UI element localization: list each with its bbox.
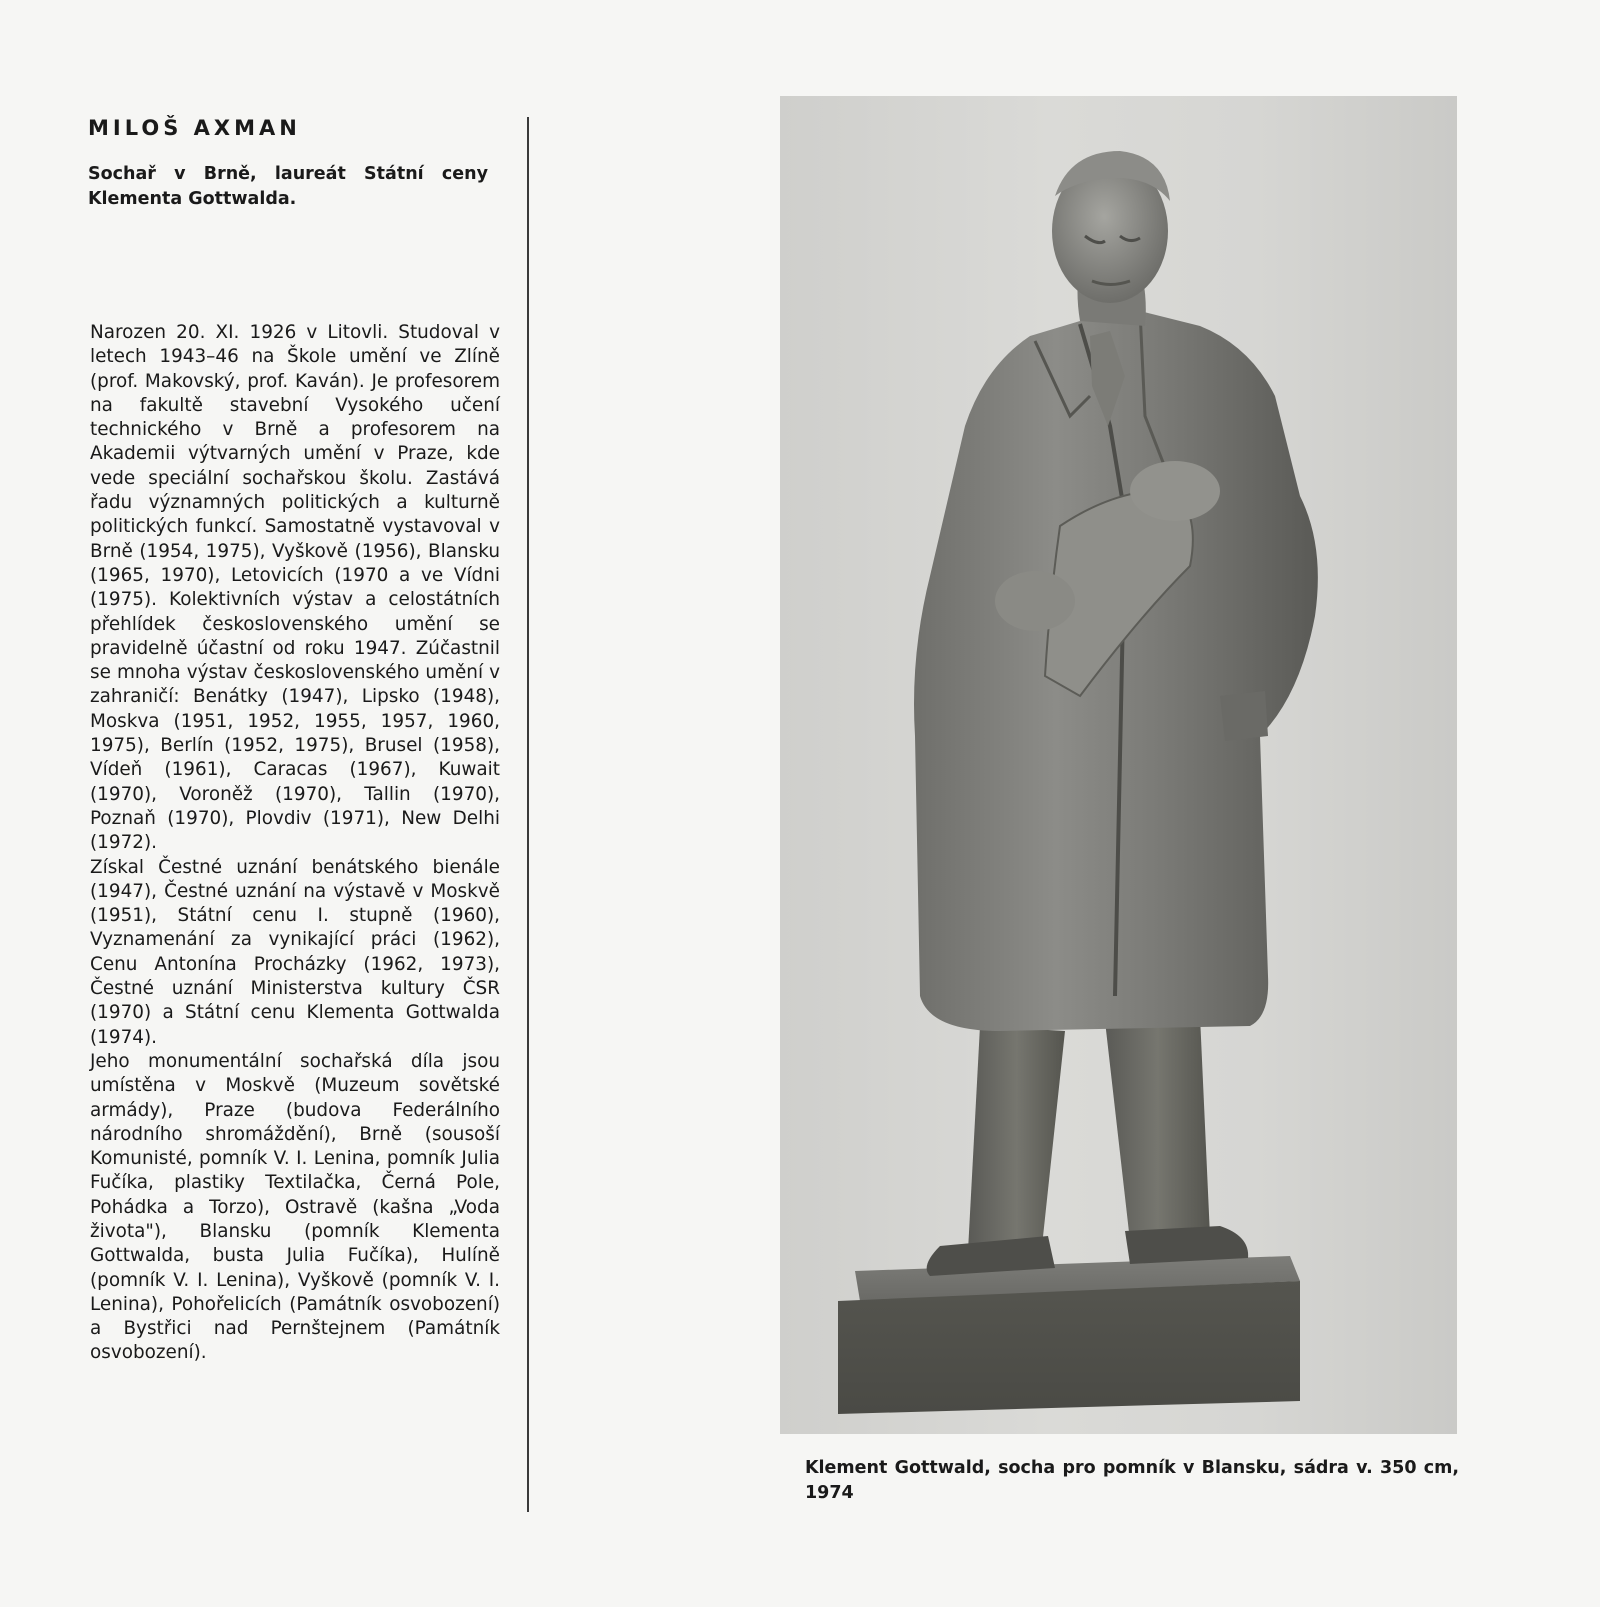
statue-head — [1052, 151, 1170, 326]
statue-coat — [914, 311, 1318, 1031]
column-divider — [527, 117, 529, 1512]
statue-photo — [780, 96, 1457, 1434]
bio-paragraph: Získal Čestné uznání benátského bienále (1947), Čestné uznání na výstavě v Moskvě (1951), Státní cenu I. stupně (1960), Vyznamenání za vynikající práci (1962), Cenu Antonína Procházky (1962, 1973), Čestné uznání Ministerstva kultury ČSR (1970) a Státní cenu Klementa Gottwalda (1974). — [90, 856, 500, 1048]
bio-paragraph: Narozen 20. XI. 1926 v Litovli. Studoval v letech 1943–46 na Škole umění ve Zlíně (prof. Makovský, prof. Kaván). Je profesorem na fakultě stavební Vysokého učení technického v Brně a profesorem na Akademii výtvarných umění v Praze, kde vede speciální sochařskou školu. Zastává řadu významných politických a kulturně politických funkcí. Samostatně vystavoval v Brně (1954, 1975), Vyškově (1956), Blansku (1965, 1970), Letovicích (1970 a ve Vídni (1975). Kolektivních výstav a celostátních přehlídek československého umění se pravidelně účastní od roku 1947. Zúčastnil se mnoha výstav československého umění v zahraničí: Benátky (1947), Lipsko (1948), Moskva (1951, 1952, 1955, 1957, 1960, 1975), Berlín (1952, 1975), Brusel (1958), Vídeň (1961), Caracas (1967), Kuwait (1970), Voroněž (1970), Tallin (1970), Poznaň (1970), Plovdiv (1971), New Delhi (1972). — [90, 322, 500, 854]
author-subtitle: Sochař v Brně, laureát Státní ceny Klementa Gottwalda. — [88, 164, 488, 209]
biography — [90, 321, 500, 1366]
figure-caption: Klement Gottwald, socha pro pomník v Blansku, sádra v. 350 cm, 1974 — [805, 1458, 1459, 1503]
statue-illustration — [780, 96, 1457, 1434]
bio-paragraph: Jeho monumentální sochařská díla jsou umístěna v Moskvě (Muzeum sovětské armády), Praze (budova Federálního národního shromáždění), Brně (sousoší Komunisté, pomník V. I. Lenina, pomník Julia Fučíka, plastiky Textilačka, Černá Pole, Pohádka a Torzo), Ostravě (kašna „Voda života"), Blansku (pomník Klementa Gottwalda, busta Julia Fučíka), Hulíně (pomník V. I. Lenina), Vyškově (pomník V. I. Lenina), Pohořelicích (Památník osvobození) a Bystřici nad Pernštejnem (Památník osvobození). — [90, 1050, 500, 1364]
author-header — [88, 116, 503, 212]
author-name: MILOŠ AXMAN — [88, 116, 301, 140]
plinth — [838, 1256, 1300, 1414]
statue-legs — [927, 1016, 1248, 1276]
